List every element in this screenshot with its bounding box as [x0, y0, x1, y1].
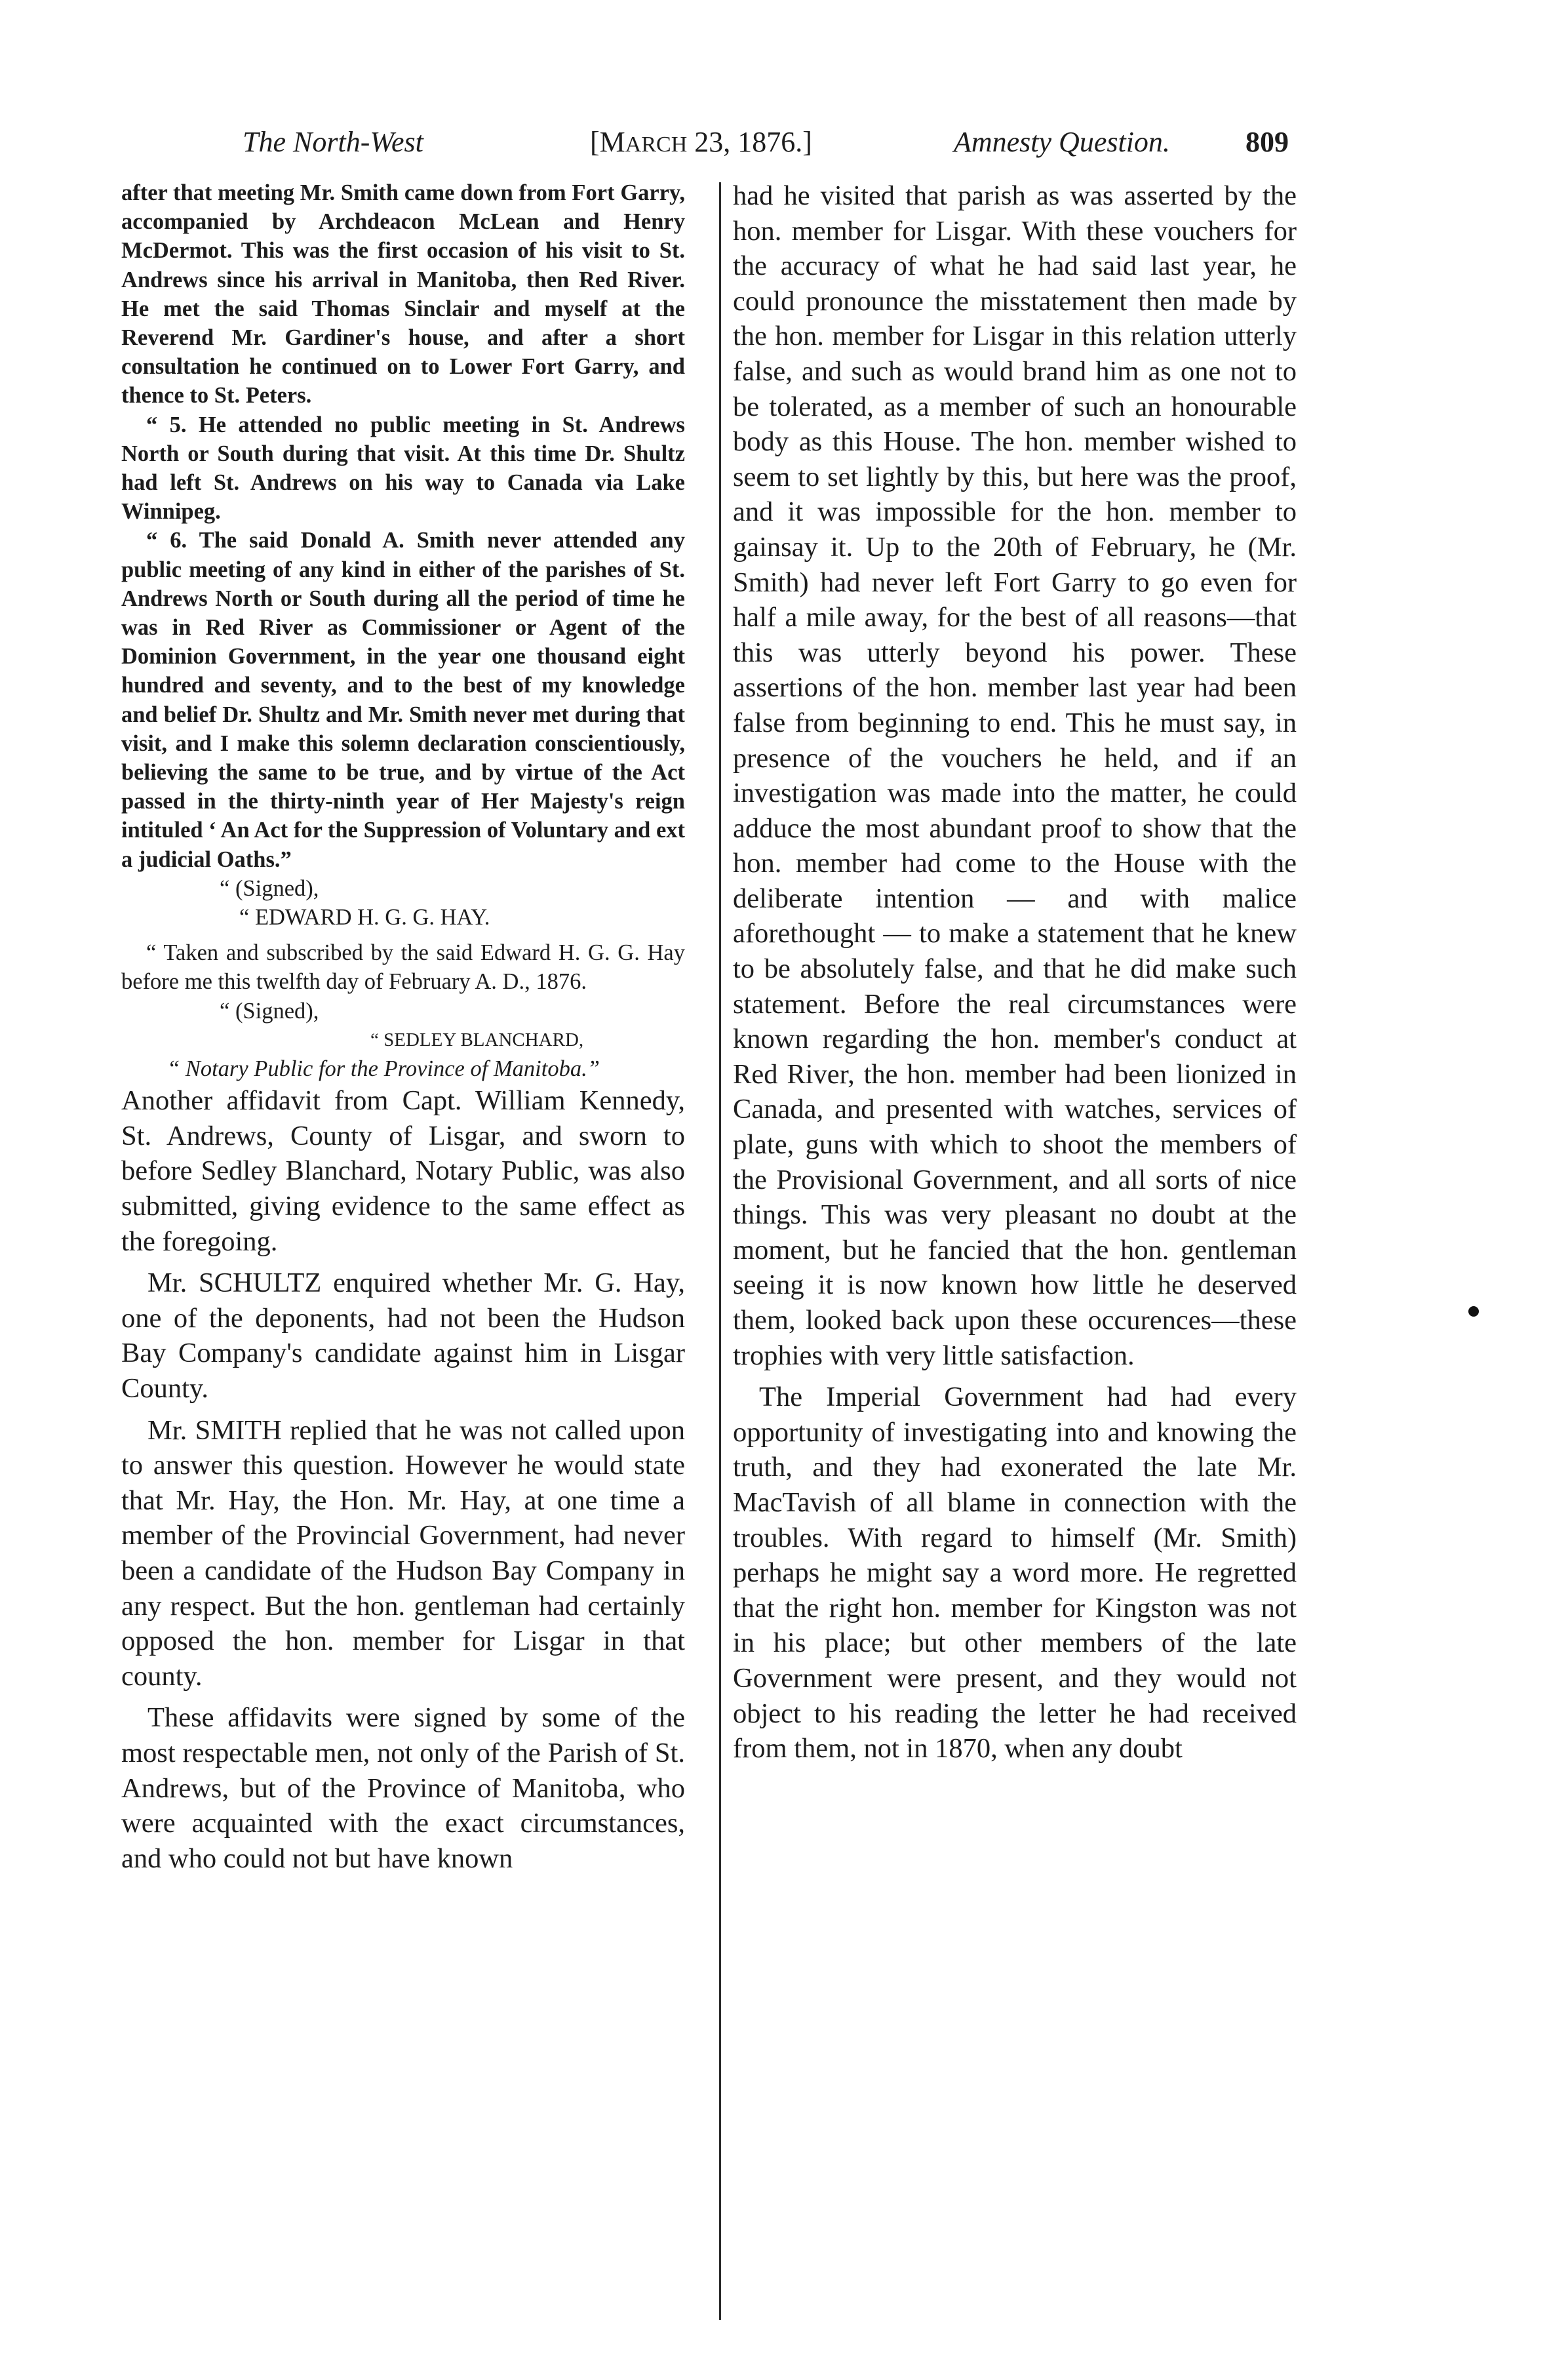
notary-title: “ Notary Public for the Province of Manitoba.” [167, 1056, 600, 1082]
signed-note: “ (Signed), [220, 998, 319, 1024]
header-date: [MARCH 23, 1876.] [590, 126, 812, 158]
right-column [733, 178, 1297, 2336]
header-section-title: The North-West [243, 126, 423, 158]
body-paragraph: The Imperial Government had had every opportunity of investigating into and knowing the truth, and they had exonerated the late Mr. MacTavish of all blame in connection with the troubles. With regard to himself (Mr. Smith) perhaps he might say a word more. He regretted that the right hon. member for Kingston was not in his place; but other members of the late Government were present, and they would not object to his reading the letter he had received from them, not in 1870, when any doubt [733, 1382, 1297, 1764]
body-paragraph: had he visited that parish as was asserted by the hon. member for Lisgar. With these vouchers for the accuracy of what he had said last year, he could pronounce the misstatement then made by the hon. member for Lisgar in this relation utterly false, and such as would brand him as one not to be tolerated, as a member of such an honourable body as this House. The hon. member wished to seem to set lightly by this, but here was the proof, and it was impossible for the hon. member to gainsay it. Up to the 20th of February, he (Mr. Smith) had never left Fort Garry to go even for half a mile away, for the best of all reasons—that this was utterly beyond his power. These assertions of the hon. member last year had been false from beginning to end. This he must say, in presence of the vouchers he held, and if an investigation was made into the matter, he could adduce the most abundant proof to show that the hon. member had come to the House with the deliberate intention — and with malice aforethought — to make a statement that he knew to be absolutely false, and that he did make such statement. Before the real circumstances were known regarding the hon. member's conduct at Red River, the hon. member had been lionized in Canada, and presented with watches, services of plate, guns with which to shoot the members of the Provisional Government, and all sorts of nice things. This was very pleasant no doubt at the moment, but he fancied that the hon. gentleman seeing it is now known how little he deserved them, looked back upon these occurences—these trophies with very little satisfaction. [733, 180, 1297, 1371]
notary-name: “ SEDLEY BLANCHARD, [370, 1029, 584, 1050]
affidavit-paragraph: after that meeting Mr. Smith came down from Fort Garry, accompanied by Archdeacon McLean and Henry McDermot. This was the first occasion of his visit to St. Andrews since his arrival in Manitoba, then Red River. He met the said Thomas Sinclair and myself at the Reverend Mr. Gardiner's house, and after a short consultation he continued on to Lower Fort Garry, and thence to St. Peters. [121, 180, 685, 408]
body-paragraph: Mr. SCHULTZ enquired whether Mr. G. Hay, one of the deponents, had not been the Hudson Bay Company's candidate against him in Lisgar County. [121, 1267, 685, 1405]
signatory-name: “ EDWARD H. G. G. HAY. [239, 905, 490, 930]
affidavit-paragraph: “ 6. The said Donald A. Smith never attended any public meeting of any kind in either of the parishes of St. Andrews North or South during all the period of time he was in Red River as Commissioner or Agent of the Dominion Government, in the year one thousand eight hundred and seventy, and to the best of my knowledge and belief Dr. Shultz and Mr. Smith never met during that visit, and I make this solemn declaration conscientiously, believing the same to be true, and by virtue of the Act passed in the thirty-ninth year of Her Majesty's reign intituled ‘ An Act for the Suppression of Voluntary and ext a judicial Oaths.” [121, 528, 685, 872]
body-paragraph: These affidavits were signed by some of the most respectable men, not only of the Parish of St. Andrews, but of the Province of Manitoba, who were acquainted with the exact circumstances, and who could not but have known [121, 1702, 685, 1874]
column-divider [719, 182, 721, 2320]
page-number: 809 [1245, 126, 1289, 158]
body-paragraph: Mr. SMITH replied that he was not called upon to answer this question. However he would state that Mr. Hay, the Hon. Mr. Hay, at one time a member of the Provincial Government, had never been a candidate of the Hudson Bay Company in any respect. But the hon. gentleman had certainly opposed the hon. member for Lisgar in that county. [121, 1414, 685, 1692]
signature-block [121, 874, 685, 1083]
margin-dot [1468, 1306, 1479, 1317]
header-topic: Amnesty Question. [954, 126, 1170, 158]
signed-note: “ (Signed), [220, 875, 319, 901]
left-body-text [121, 1083, 685, 1876]
running-header [197, 113, 1318, 172]
body-paragraph: Another affidavit from Capt. William Kennedy, St. Andrews, County of Lisgar, and sworn to before Sedley Blanchard, Notary Public, was also submitted, giving evidence to the same effect as the foregoing. [121, 1085, 685, 1257]
right-body-text [733, 178, 1297, 1766]
left-column [121, 178, 685, 2336]
affidavit-text [121, 178, 685, 874]
affidavit-paragraph: “ 5. He attended no public meeting in St. Andrews North or South during that visit. At this time Dr. Shultz had left St. Andrews on his way to Canada via Lake Winnipeg. [121, 412, 685, 525]
attestation-text: “ Taken and subscribed by the said Edward H. G. G. Hay before me this twelfth day of February A. D., 1876. [121, 940, 685, 995]
